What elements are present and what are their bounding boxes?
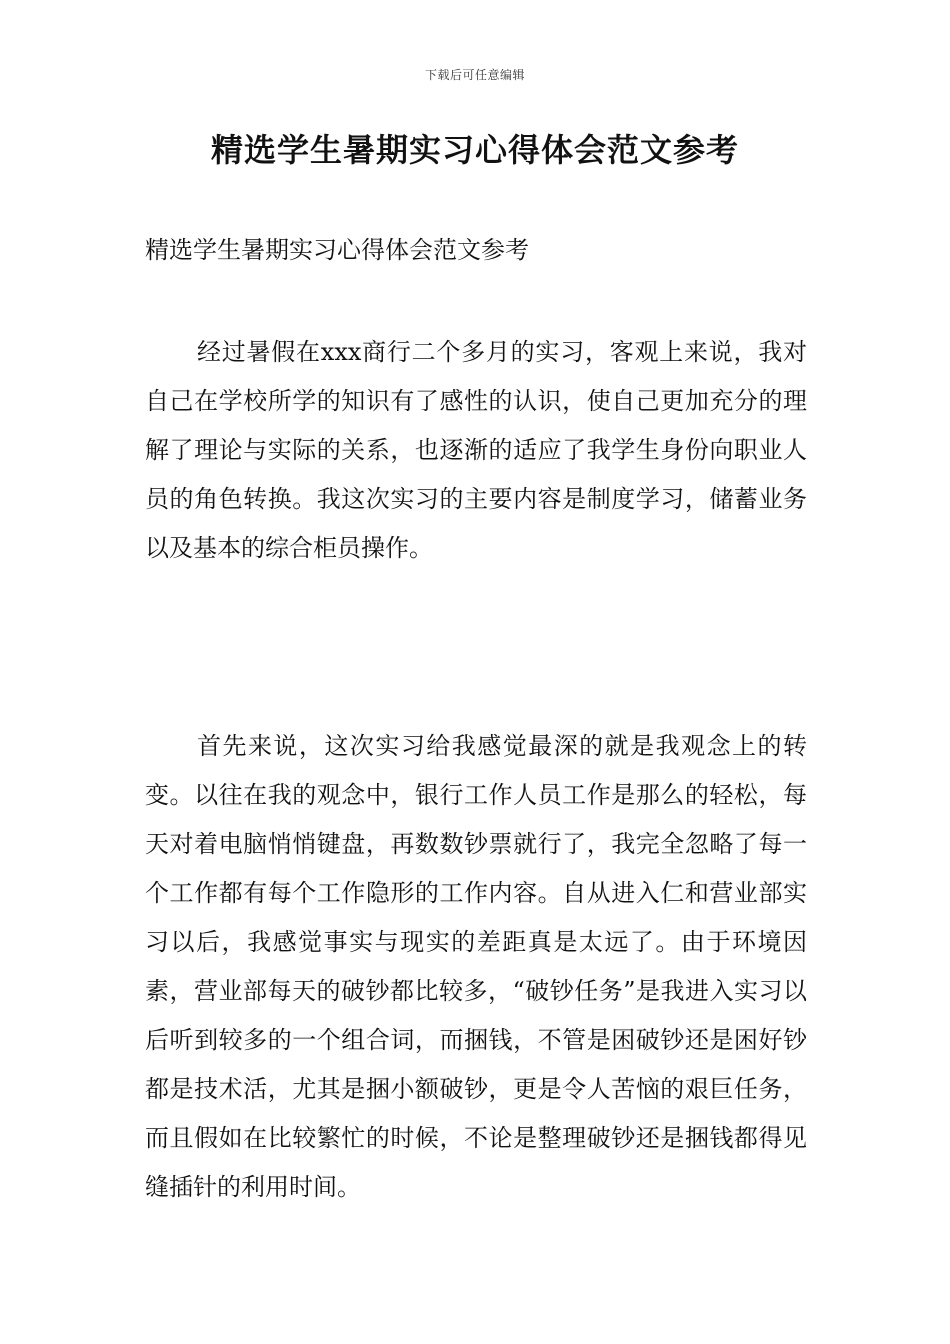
document-subtitle: 精选学生暑期实习心得体会范文参考 [145, 236, 529, 264]
document-title: 精选学生暑期实习心得体会范文参考 [210, 131, 739, 169]
header-note: 下载后可任意编辑 [424, 68, 525, 82]
body-paragraph: 经过暑假在xxx商行二个多月的实习，客观上来说，我对自己在学校所学的知识有了感性的认识，使自己更加充分的理解了理论与实际的关系，也逐渐的适应了我学生身份向职业人员的角色转换。我这次实习的主要内容是制度学习，储蓄业务以及基本的综合柜员操作。 [145, 338, 807, 562]
body-paragraph: 首先来说，这次实习给我感觉最深的就是我观念上的转变。以往在我的观念中，银行工作人员工作是那么的轻松，每天对着电脑悄悄键盘，再数数钞票就行了，我完全忽略了每一个工作都有每个工作隐形的工作内容。自从进入仁和营业部实习以后，我感觉事实与现实的差距真是太远了。由于环境因素，营业部每天的破钞都比较多，“破钞任务”是我进入实习以后听到较多的一个组合词，而捆钱，不管是困破钞还是困好钞都是技术活，尤其是捆小额破钞，更是令人苦恼的艰巨任务，而且假如在比较繁忙的时候，不论是整理破钞还是捆钱都得见缝插针的利用时间。 [145, 732, 807, 1201]
